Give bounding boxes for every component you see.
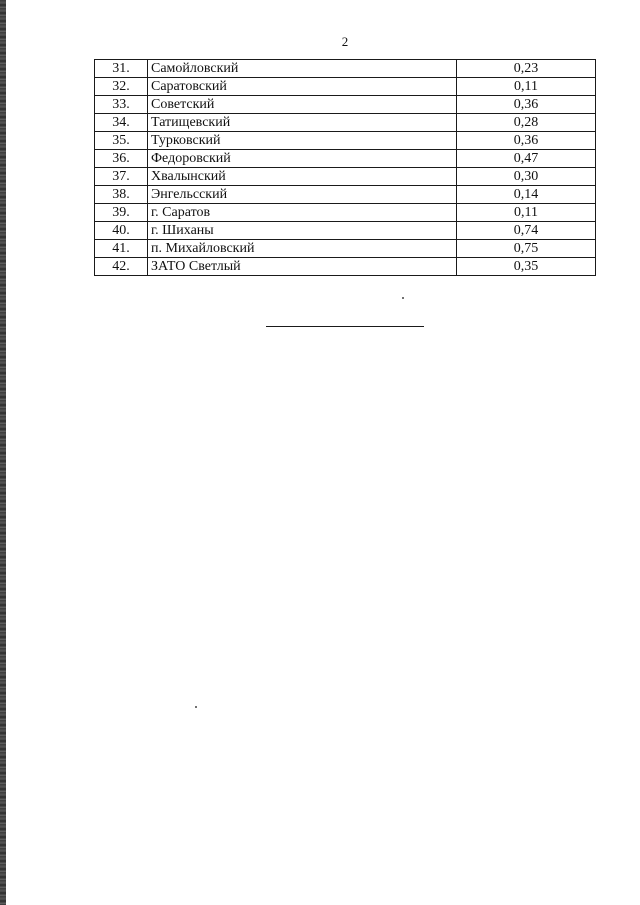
row-value: 0,30 — [457, 168, 596, 186]
row-number: 39. — [95, 204, 148, 222]
scan-speck — [402, 297, 404, 299]
row-name: Самойловский — [148, 60, 457, 78]
table-row — [95, 204, 596, 222]
row-number: 32. — [95, 78, 148, 96]
table-row — [95, 150, 596, 168]
row-name: Саратовский — [148, 78, 457, 96]
table-body — [95, 60, 596, 276]
row-number: 34. — [95, 114, 148, 132]
table-row — [95, 78, 596, 96]
row-number: 37. — [95, 168, 148, 186]
table-row — [95, 60, 596, 78]
row-value: 0,47 — [457, 150, 596, 168]
table-row — [95, 114, 596, 132]
row-number: 38. — [95, 186, 148, 204]
row-number: 40. — [95, 222, 148, 240]
row-name: г. Саратов — [148, 204, 457, 222]
data-table — [94, 59, 596, 276]
table-row — [95, 186, 596, 204]
end-rule — [266, 326, 424, 327]
row-value: 0,11 — [457, 204, 596, 222]
row-name: г. Шиханы — [148, 222, 457, 240]
row-name: Турковский — [148, 132, 457, 150]
row-number: 35. — [95, 132, 148, 150]
row-value: 0,74 — [457, 222, 596, 240]
row-value: 0,36 — [457, 132, 596, 150]
table-row — [95, 96, 596, 114]
row-value: 0,11 — [457, 78, 596, 96]
row-name: п. Михайловский — [148, 240, 457, 258]
row-number: 36. — [95, 150, 148, 168]
scan-speck — [195, 706, 197, 708]
table-row — [95, 132, 596, 150]
row-name: Федоровский — [148, 150, 457, 168]
row-value: 0,28 — [457, 114, 596, 132]
row-value: 0,36 — [457, 96, 596, 114]
row-number: 33. — [95, 96, 148, 114]
row-value: 0,14 — [457, 186, 596, 204]
row-number: 31. — [95, 60, 148, 78]
row-name: Энгельсский — [148, 186, 457, 204]
row-number: 42. — [95, 258, 148, 276]
table-row — [95, 168, 596, 186]
table-row — [95, 258, 596, 276]
scan-edge — [0, 0, 6, 905]
page-number: 2 — [341, 34, 349, 49]
row-name: Советский — [148, 96, 457, 114]
row-number: 41. — [95, 240, 148, 258]
table-row — [95, 240, 596, 258]
row-name: ЗАТО Светлый — [148, 258, 457, 276]
table-row — [95, 222, 596, 240]
row-value: 0,23 — [457, 60, 596, 78]
row-value: 0,35 — [457, 258, 596, 276]
row-value: 0,75 — [457, 240, 596, 258]
row-name: Хвалынский — [148, 168, 457, 186]
row-name: Татищевский — [148, 114, 457, 132]
